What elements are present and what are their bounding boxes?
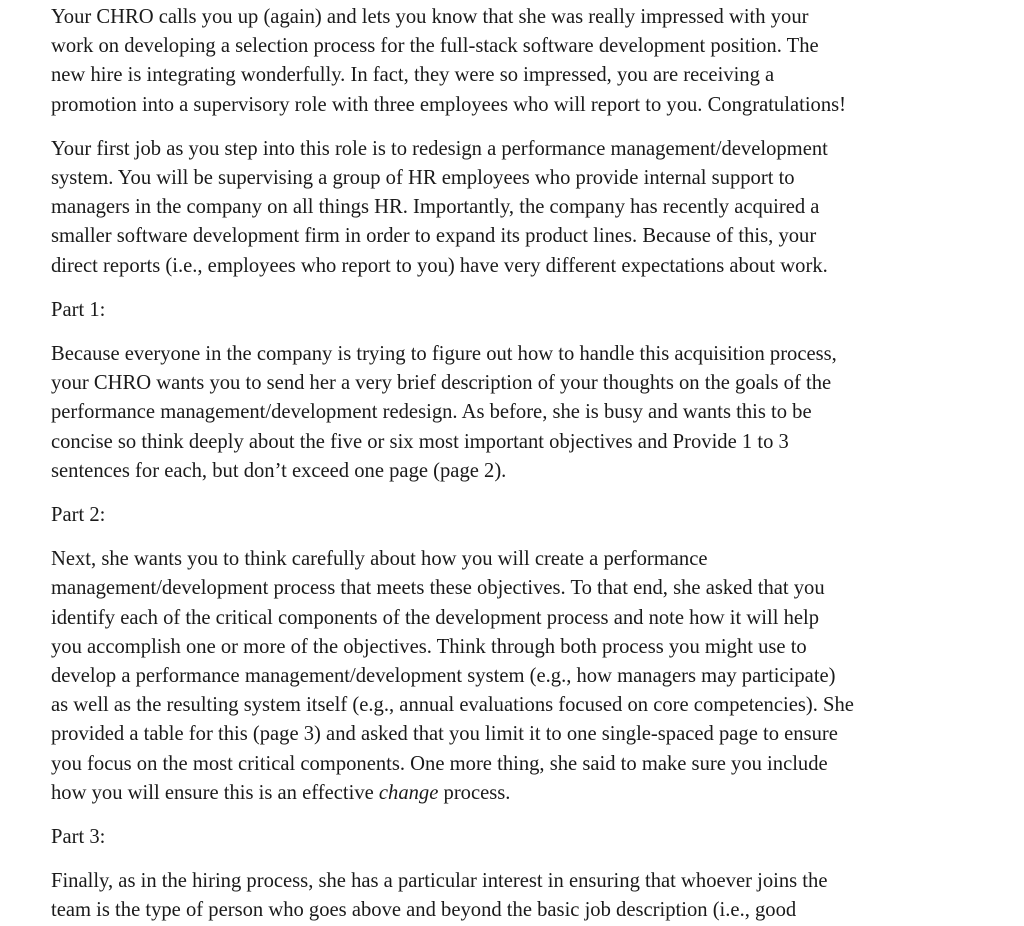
- paragraph-gap: [51, 281, 1016, 296]
- text-line: system. You will be supervising a group of HR employees who provide internal support to: [51, 167, 795, 190]
- first-job-paragraph: [51, 135, 1016, 281]
- text-line: team is the type of person who goes above and beyond the basic job description (i.e., good: [51, 899, 797, 922]
- text-line: smaller software development firm in order to expand its product lines. Because of this, your: [51, 225, 817, 248]
- text-line: Your first job as you step into this role is to redesign a performance management/development: [51, 137, 828, 160]
- text-run: how you will ensure this is an effective: [51, 781, 379, 804]
- part2-paragraph: [51, 545, 1016, 808]
- paragraph-gap: [51, 325, 1016, 340]
- text-line: promotion into a supervisory role with three employees who will report to you. Congratulations!: [51, 93, 847, 116]
- text-line: develop a performance management/development system (e.g., how managers may participate): [51, 665, 836, 688]
- part3-heading: Part 3:: [51, 826, 106, 849]
- text-line: as well as the resulting system itself (e.g., annual evaluations focused on core competencies). She: [51, 694, 854, 717]
- text-line: identify each of the critical components of the development process and note how it will help: [51, 606, 820, 629]
- paragraph-gap: [51, 852, 1016, 867]
- paragraph-gap: [51, 808, 1016, 823]
- text-run: process.: [438, 781, 511, 804]
- paragraph-gap: [51, 486, 1016, 501]
- intro-paragraph: [51, 3, 1016, 120]
- text-line: you focus on the most critical components. One more thing, she said to make sure you include: [51, 752, 828, 775]
- text-line: provided a table for this (page 3) and asked that you limit it to one single-spaced page to ensure: [51, 723, 838, 746]
- text-line-last: [51, 779, 1016, 808]
- text-line: new hire is integrating wonderfully. In fact, they were so impressed, you are receiving a: [51, 64, 775, 87]
- text-line: management/development process that meets these objectives. To that end, she asked that you: [51, 577, 825, 600]
- text-line: managers in the company on all things HR. Importantly, the company has recently acquired a: [51, 196, 820, 219]
- text-line: concise so think deeply about the five or six most important objectives and Provide 1 to 3: [51, 430, 789, 453]
- part3-paragraph: [51, 867, 1016, 925]
- text-line: sentences for each, but don’t exceed one page (page 2).: [51, 459, 507, 482]
- text-line: performance management/development redesign. As before, she is busy and wants this to be: [51, 401, 812, 424]
- text-line: Your CHRO calls you up (again) and lets you know that she was really impressed with your: [51, 6, 809, 28]
- part1-paragraph: [51, 340, 1016, 486]
- part2-heading: Part 2:: [51, 504, 106, 527]
- document-page: [51, 3, 1016, 926]
- text-line: Finally, as in the hiring process, she has a particular interest in ensuring that whoever joins the: [51, 870, 828, 893]
- emphasis-change: change: [378, 781, 439, 804]
- part1-heading: Part 1:: [51, 298, 106, 321]
- text-line: Next, she wants you to think carefully about how you will create a performance: [51, 548, 708, 571]
- paragraph-gap: [51, 120, 1016, 135]
- text-line: direct reports (i.e., employees who report to you) have very different expectations about work.: [51, 254, 828, 277]
- paragraph-gap: [51, 530, 1016, 545]
- text-line: your CHRO wants you to send her a very brief description of your thoughts on the goals of the: [51, 372, 832, 395]
- text-line: Because everyone in the company is trying to figure out how to handle this acquisition process,: [51, 343, 837, 366]
- text-line: work on developing a selection process for the full-stack software development position. The: [51, 35, 819, 58]
- text-line: you accomplish one or more of the objectives. Think through both process you might use to: [51, 635, 807, 658]
